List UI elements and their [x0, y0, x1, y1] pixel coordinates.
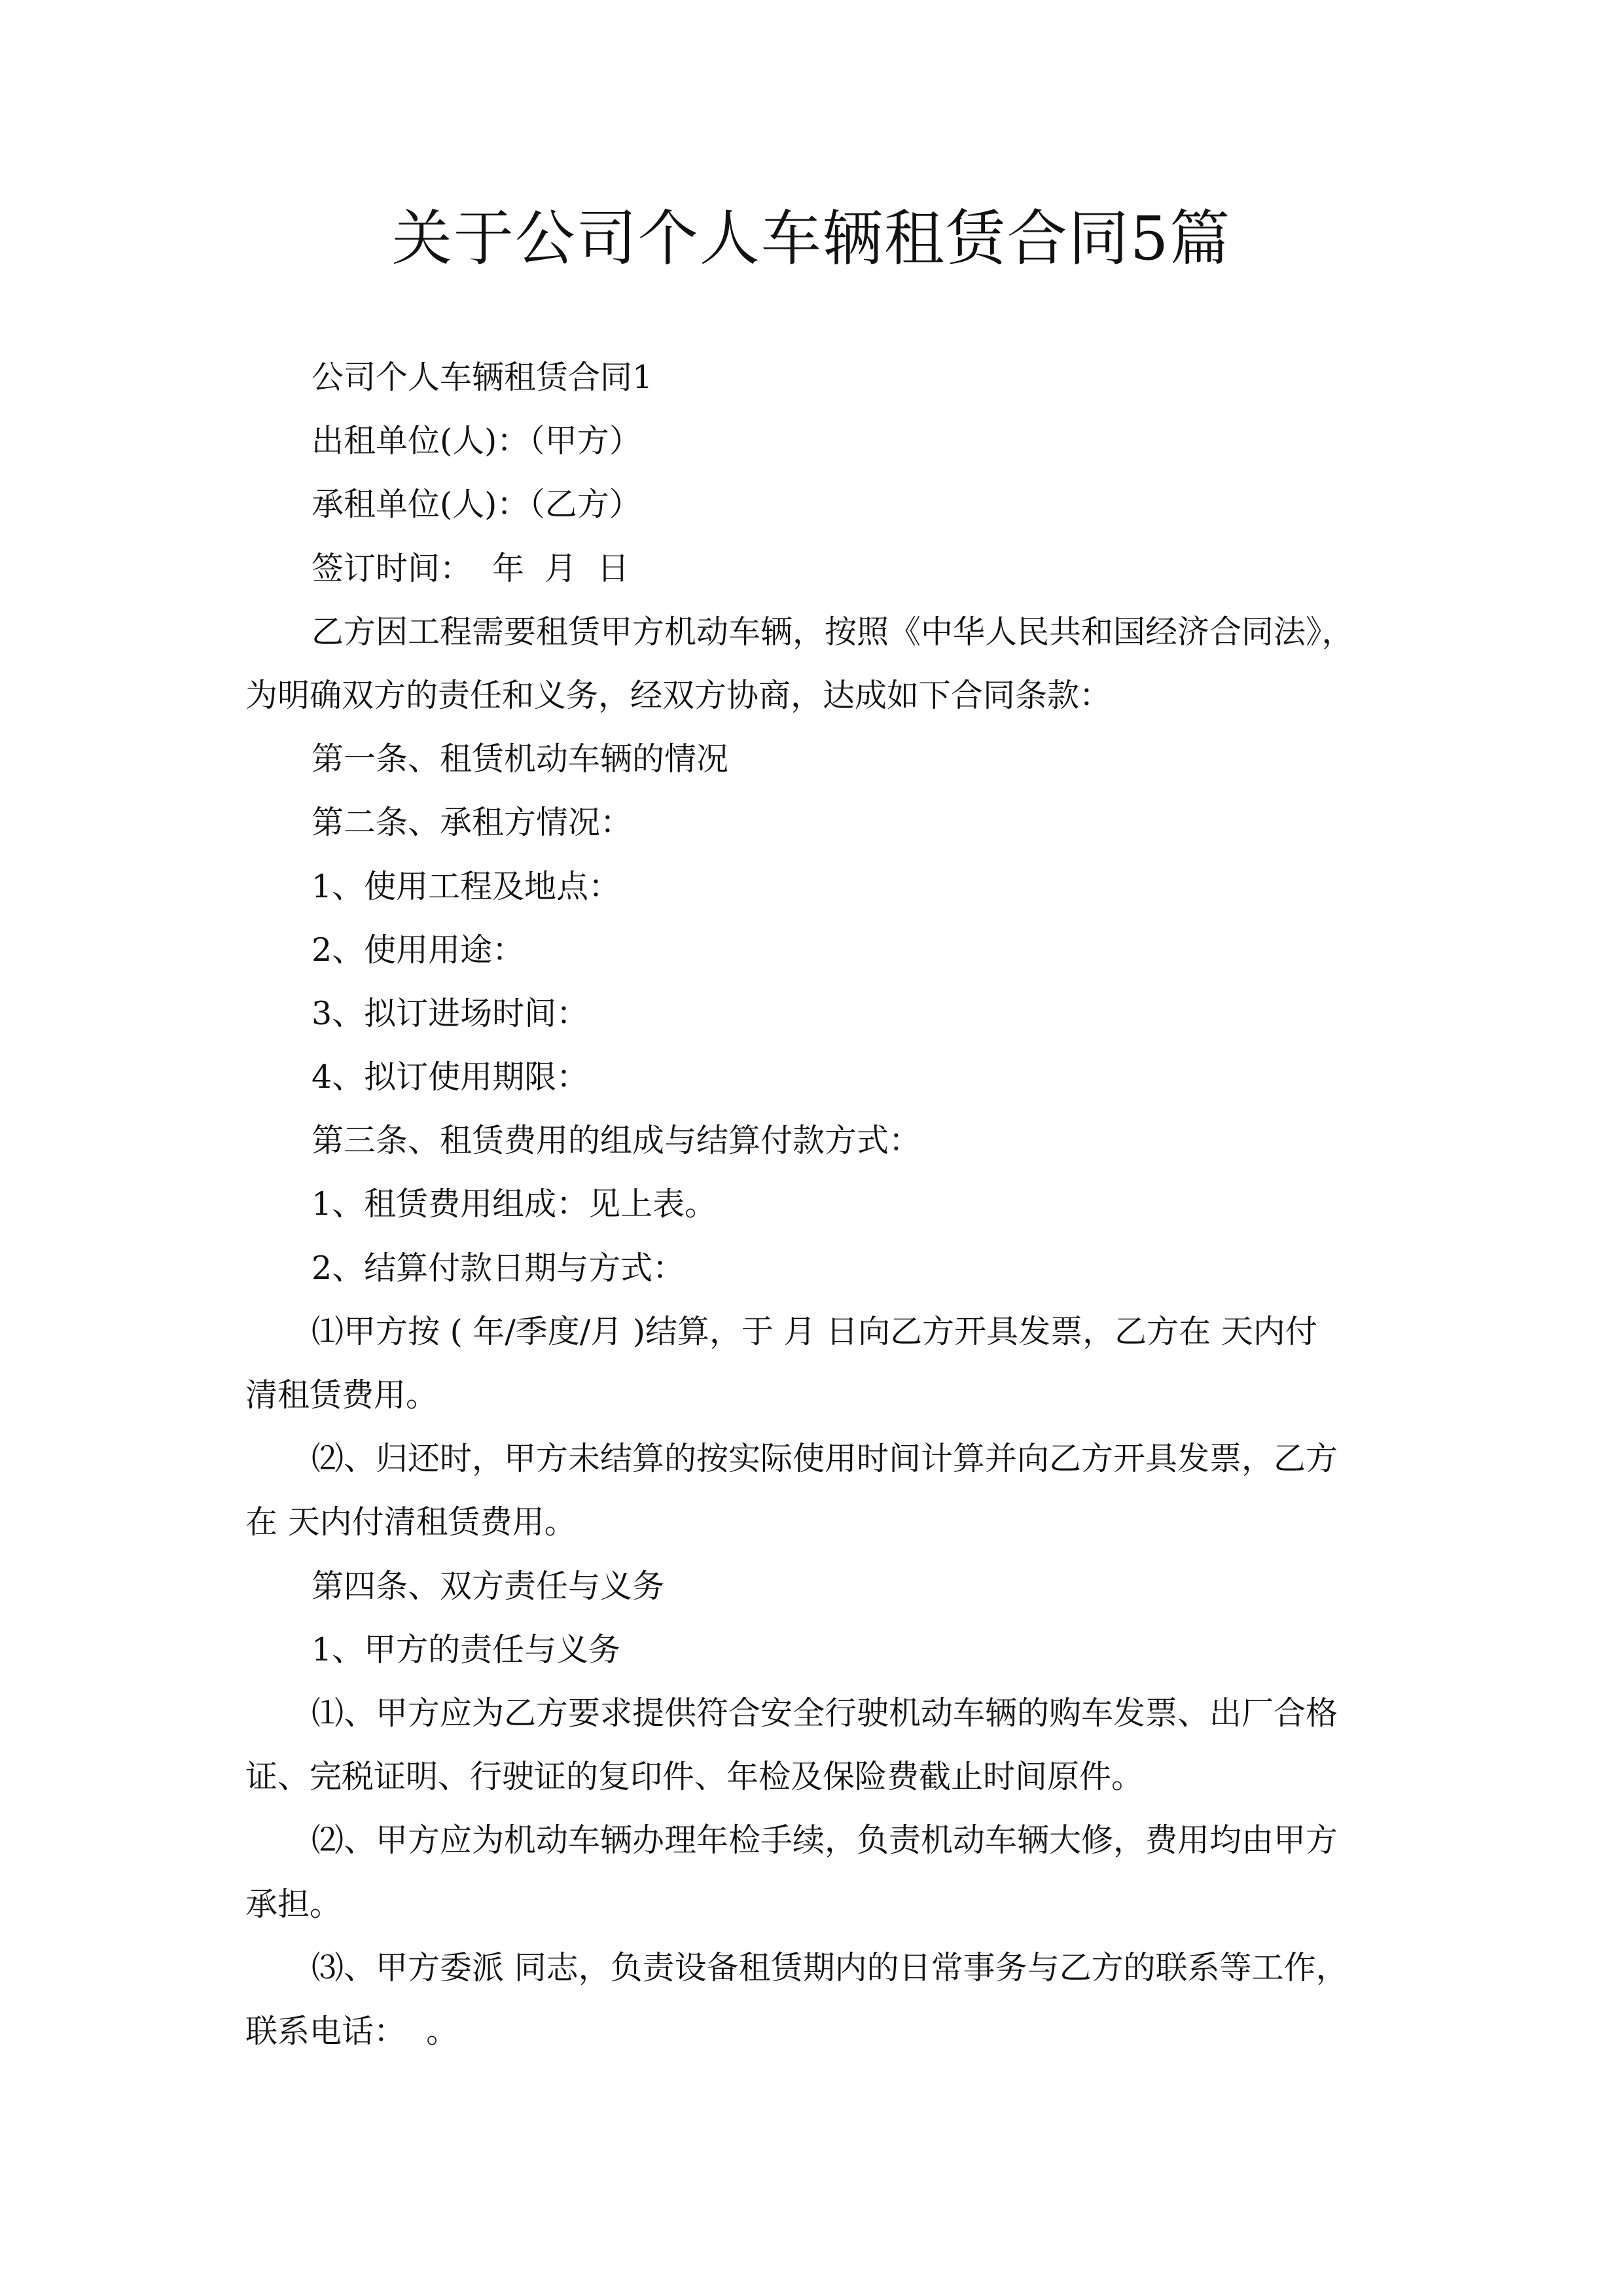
text-line: 在 天内付清租赁费用。: [245, 1503, 577, 1541]
text-line: 清租赁费用。: [245, 1376, 438, 1414]
text-line: 第三条、租赁费用的组成与结算付款方式：: [312, 1122, 921, 1160]
text-line: ⑴、甲方应为乙方要求提供符合安全行驶机动车辆的购车发票、出厂合格: [312, 1694, 1338, 1732]
text-line: 第四条、双方责任与义务: [312, 1567, 665, 1605]
text-line: 3、拟订进场时间：: [312, 994, 589, 1032]
text-line: ⑵、甲方应为机动车辆办理年检手续，负责机动车辆大修，费用均由甲方: [312, 1821, 1338, 1859]
text-line: 1、租赁费用组成：见上表。: [312, 1185, 717, 1223]
text-line: ⑶、甲方委派 同志，负责设备租赁期内的日常事务与乙方的联系等工作，: [312, 1948, 1348, 1986]
text-line: 第二条、承租方情况：: [312, 804, 633, 842]
document-body: [245, 346, 1378, 2063]
text-line: 2、使用用途：: [312, 931, 525, 969]
text-line: 1、使用工程及地点：: [312, 867, 621, 905]
text-line: 证、完税证明、行驶证的复印件、年检及保险费截止时间原件。: [245, 1758, 1144, 1796]
text-line: ⑴甲方按 ( 年/季度/月 )结算，于 月 日向乙方开具发票，乙方在 天内付: [312, 1312, 1317, 1350]
text-line: 第一条、租赁机动车辆的情况: [312, 740, 729, 778]
text-line: 承担。: [245, 1885, 342, 1923]
text-line: 联系电话： 。: [245, 2012, 459, 2050]
text-line: 承租单位(人)：（乙方）: [312, 486, 641, 524]
text-line: ⑵、归还时，甲方未结算的按实际使用时间计算并向乙方开具发票，乙方: [312, 1440, 1338, 1478]
text-line: 2、结算付款日期与方式：: [312, 1249, 685, 1287]
text-line: 签订时间： 年 月 日: [312, 549, 630, 587]
document-title: 关于公司个人车辆租赁合同5篇: [391, 204, 1232, 274]
text-line: 4、拟订使用期限：: [312, 1058, 589, 1096]
text-line: 为明确双方的责任和义务，经双方协商，达成如下合同条款：: [245, 676, 1112, 714]
text-line: 乙方因工程需要租赁甲方机动车辆，按照《中华人民共和国经济合同法》，: [312, 613, 1354, 651]
text-line: 公司个人车辆租赁合同1: [312, 359, 653, 396]
text-line: 1、甲方的责任与义务: [312, 1630, 621, 1668]
text-line: 出租单位(人)：（甲方）: [312, 422, 641, 460]
